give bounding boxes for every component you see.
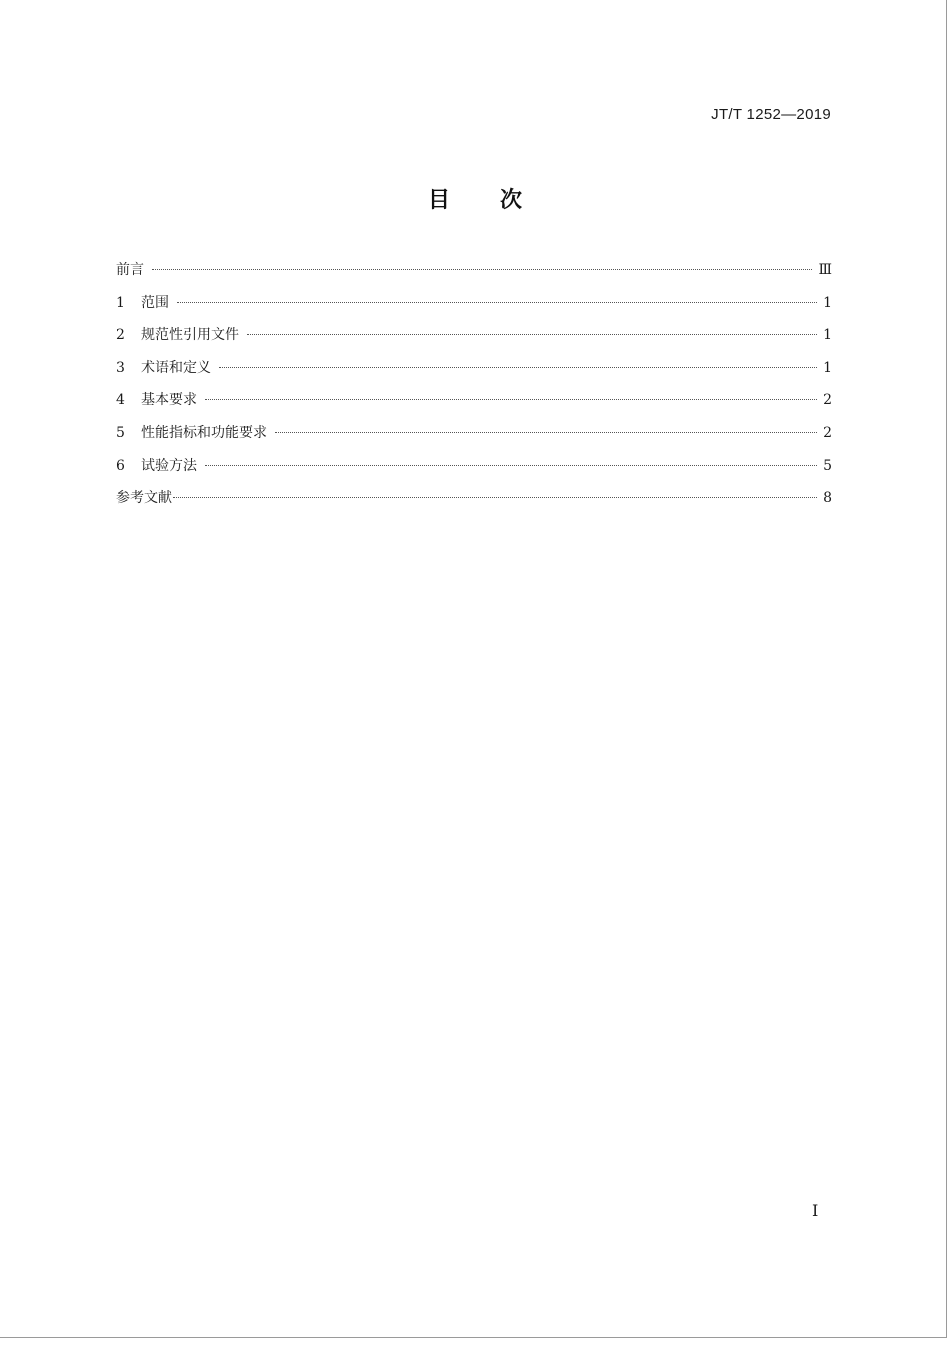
toc-leader-dots xyxy=(247,334,817,335)
toc-entry-number: 5 xyxy=(116,424,125,441)
toc-entry-page: 1 xyxy=(823,327,832,344)
toc-entry-label: 前言 xyxy=(116,262,144,278)
toc-entry-scope[interactable] xyxy=(116,292,832,325)
toc-leader-dots xyxy=(173,497,817,498)
toc-entry-normative-references[interactable] xyxy=(116,324,832,357)
toc-entry-label: 范围 xyxy=(141,294,169,311)
toc-entry-label: 基本要求 xyxy=(141,392,197,409)
toc-entry-bibliography[interactable] xyxy=(116,487,832,520)
toc-entry-number: 1 xyxy=(116,294,125,311)
toc-entry-test-methods[interactable] xyxy=(116,455,832,488)
toc-title: 目次 xyxy=(427,188,572,213)
standard-code: JT/T 1252—2019 xyxy=(711,106,831,123)
toc-entry-page: 2 xyxy=(823,424,832,441)
toc-entry-basic-requirements[interactable] xyxy=(116,389,832,422)
toc-leader-dots xyxy=(275,432,817,433)
toc-entry-number: 3 xyxy=(116,359,125,376)
toc-leader-dots xyxy=(152,269,812,270)
table-of-contents xyxy=(116,259,832,520)
toc-entry-label: 试验方法 xyxy=(141,457,197,474)
toc-entry-label: 参考文献 xyxy=(116,490,172,507)
page-number: Ⅰ xyxy=(812,1201,819,1220)
toc-entry-page: 1 xyxy=(823,359,832,376)
toc-entry-foreword[interactable] xyxy=(116,259,832,292)
toc-entry-terms-definitions[interactable] xyxy=(116,357,832,390)
toc-leader-dots xyxy=(205,399,817,400)
toc-entry-page: 5 xyxy=(823,457,832,474)
toc-entry-number: 4 xyxy=(116,392,125,409)
toc-leader-dots xyxy=(177,302,817,303)
toc-entry-label: 术语和定义 xyxy=(141,359,211,376)
toc-entry-page: 2 xyxy=(823,392,832,409)
toc-entry-page: 1 xyxy=(823,294,832,311)
toc-entry-label: 规范性引用文件 xyxy=(141,327,239,344)
toc-leader-dots xyxy=(205,465,817,466)
toc-entry-performance-requirements[interactable] xyxy=(116,422,832,455)
page-edge-bottom xyxy=(0,1337,947,1338)
toc-entry-label: 性能指标和功能要求 xyxy=(141,424,267,441)
toc-entry-page: 8 xyxy=(823,490,832,507)
toc-entry-number: 2 xyxy=(116,327,125,344)
toc-entry-page: Ⅲ xyxy=(818,262,832,278)
toc-entry-number: 6 xyxy=(116,457,125,474)
toc-leader-dots xyxy=(219,367,817,368)
